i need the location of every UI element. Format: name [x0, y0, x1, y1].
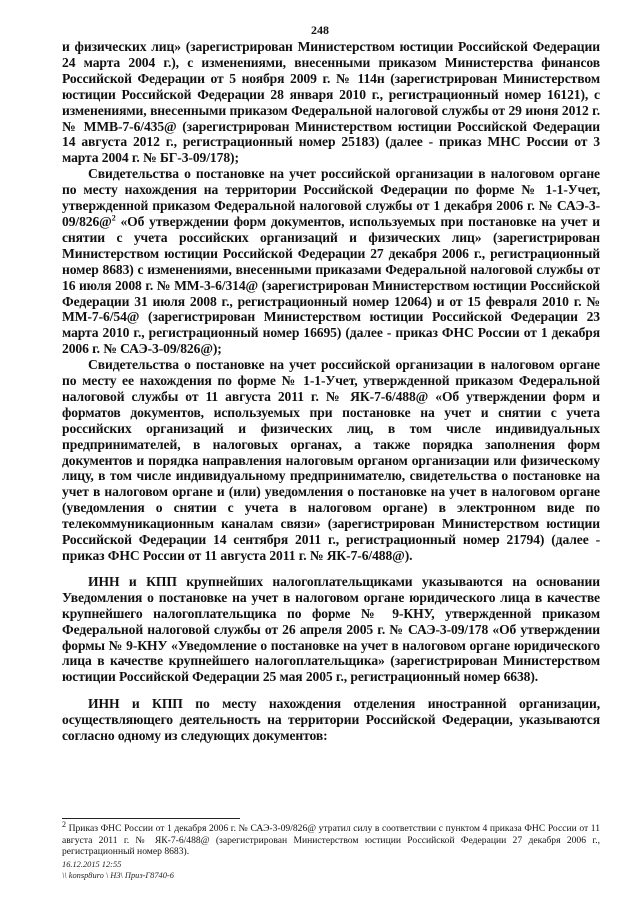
paragraph-certificate-2006-rest: (зарегистрирован Министерством юстиции Российской Федерации 27 декабря 2006 г., регистрационный номер 8683) с изменениями, внесенными приказами Федеральной налоговой службы от 16 июля 2008 г. № ММ-3-6/314@ (зарегистрирован Министерством юстиции Российской Федерации 31 июля 2008 г., регистрационный номер 12064) и от 15 февраля 2010 г. № ММ-7-6/54@ (зарегистрирован Министерством юстиции Российской Федерации 23 марта 2010 г., регистрационный номер 16695) (далее - приказ ФНС России от 1 декабря 2006 г. № САЭ-3-09/826@); [62, 229, 600, 357]
footnote [62, 819, 600, 858]
paragraph-certificate-2006-start: Свидетельства о постановке на учет российской организации в налоговом органе по месту нахождения на территории Российской Федерации по форме № 1-1-Учет, утвержденной приказом Федеральной налоговой службы от 1 декабря 2006 г. № САЭ-3-09/826@ [62, 166, 600, 229]
page-number: 248 [311, 23, 329, 37]
footnote-marker: 2 [62, 819, 66, 829]
paragraph-largest-taxpayers: ИНН и КПП крупнейших налогоплательщиками указываются на основании Уведомления о постановке на учет в налоговом органе юридического лица в качестве крупнейшего налогоплательщика по форме № 9-КНУ, утвержденной приказом Федеральной налоговой службы от 26 апреля 2005 г. № САЭ-3-09/178 «Об утверждении формы № 9-КНУ «Уведомление о постановке на учет в налоговом органе юридического лица в качестве крупнейшего налогоплательщика» (зарегистрирован Министерством юстиции Российской Федерации 25 мая 2005 г., регистрационный номер 6638). [62, 573, 600, 685]
paragraph-continuation: и физических лиц» (зарегистрирован Министерством юстиции Российской Федерации 24 марта 2004 г.), с изменениями, внесенными приказом Министерства финансов Российской Федерации от 5 ноября 2009 г. № 114н (зарегистрирован Министерством юстиции Российской Федерации 28 января 2010 г., регистрационный номер 16121), с изменениями, внесенными приказом Федеральной налоговой службы от 29 июня 2012 г. № ММВ-7-6/435@ (зарегистрирован Министерством юстиции Российской Федерации 14 августа 2012 г., регистрационный номер 25183) (далее - приказ МНС России от 3 марта 2004 г. № БГ-3-09/178); [62, 39, 600, 166]
stamp-date: 16.12.2015 12:55 [62, 860, 122, 869]
paragraph-certificate-2006 [62, 166, 600, 357]
document-body [62, 39, 600, 744]
footnote-reference[interactable]: 2 [111, 213, 116, 223]
stamp-path: \\ konsp8uro \ НЗ\ Приз-Г8740-6 [62, 870, 174, 880]
footnote-divider [62, 818, 240, 819]
paragraph-certificate-2006-quote: «Об утверждении форм документов, используемых при постановке на учет и снятии с учета российских организаций и физических лиц» [62, 213, 600, 245]
file-stamp [62, 860, 174, 881]
paragraph-certificate-2011: Свидетельства о постановке на учет российской организации в налоговом органе по месту ее нахождения по форме № 1-1-Учет, утвержденной приказом Федеральной налоговой службы от 11 августа 2011 г. № ЯК-7-6/488@ «Об утверждении форм и форматов документов, используемых при постановке на учет и снятии с учета российских организаций и физических лиц, в том числе индивидуальных предпринимателей, в налоговых органах, а также порядка заполнения форм документов и порядка направления налоговым органом организации или физическому лицу, в том числе индивидуальному предпринимателю, свидетельства о постановке на учет в налоговом органе и (или) уведомления о постановке на учет в налоговом органе (уведомления о снятии с учета в налоговом органе) в электронном виде по телекоммуникационным каналам связи» (зарегистрирован Министерством юстиции Российской Федерации 14 сентября 2011 г., регистрационный номер 21794) (далее - приказ ФНС России от 11 августа 2011 г. № ЯК-7-6/488@). [62, 357, 600, 563]
paragraph-foreign-branch: ИНН и КПП по месту нахождения отделения иностранной организации, осуществляющего деятельность на территории Российской Федерации, указываются согласно одному из следующих документов: [62, 696, 600, 744]
footnote-text: Приказ ФНС России от 1 декабря 2006 г. № САЭ-3-09/826@ утратил силу в соответствии с пунктом 4 приказа ФНС России от 11 августа 2011 г. № ЯК-7-6/488@ (зарегистрирован Министерством юстиции Российской Федерации 27 декабря 2006 г., регистрационный номер 8683). [62, 823, 600, 858]
